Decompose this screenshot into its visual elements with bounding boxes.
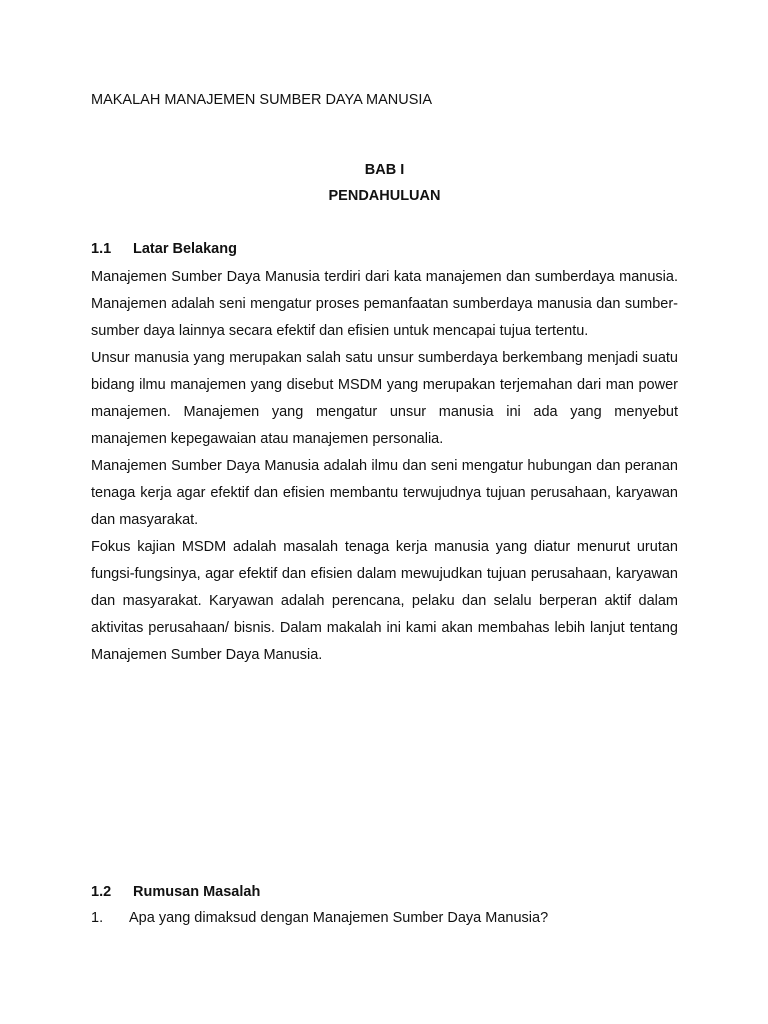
section-heading-1-1 — [91, 241, 237, 257]
section-number: 1.1 — [91, 241, 112, 257]
section-body-1-1 — [91, 264, 678, 669]
list-item-number: 1. — [91, 910, 104, 926]
list-item — [91, 910, 678, 926]
list-item-text: Apa yang dimaksud dengan Manajemen Sumber Daya Manusia? — [129, 910, 549, 926]
section-title: Rumusan Masalah — [133, 884, 261, 900]
section-number: 1.2 — [91, 884, 112, 900]
section-title: Latar Belakang — [133, 241, 237, 257]
chapter-title: PENDAHULUAN — [328, 188, 441, 204]
problem-list — [91, 910, 678, 926]
paragraph: Unsur manusia yang merupakan salah satu unsur sumberdaya berkembang menjadi suatu bidang ilmu manajemen yang disebut MSDM yang merupakan terjemahan dari man power manajemen. Manajemen yang mengatur unsur manusia ini ada yang menyebut manajemen kepegawaian atau manajemen personalia. — [91, 350, 678, 447]
paragraph: Fokus kajian MSDM adalah masalah tenaga kerja manusia yang diatur menurut urutan fungsi-fungsinya, agar efektif dan efisien dalam mewujudkan tujuan perusahaan, karyawan dan masyarakat. Karyawan adalah perencana, pelaku dan selalu berperan aktif dalam aktivitas perusahaan/ bisnis. Dalam makalah ini kami akan membahas lebih lanjut tentang Manajemen Sumber Daya Manusia. — [91, 539, 678, 663]
paragraph: Manajemen Sumber Daya Manusia terdiri dari kata manajemen dan sumberdaya manusia. Manajemen adalah seni mengatur proses pemanfaatan sumberdaya manusia dan sumber-sumber daya lainnya secara efektif dan efisien untuk mencapai tujua tertentu. — [91, 269, 678, 339]
document-title: MAKALAH MANAJEMEN SUMBER DAYA MANUSIA — [91, 92, 433, 108]
paragraph: Manajemen Sumber Daya Manusia adalah ilmu dan seni mengatur hubungan dan peranan tenaga kerja agar efektif dan efisien membantu terwujudnya tujuan perusahaan, karyawan dan masyarakat. — [91, 458, 678, 528]
chapter-number: BAB I — [364, 162, 405, 178]
section-heading-1-2 — [91, 884, 260, 900]
